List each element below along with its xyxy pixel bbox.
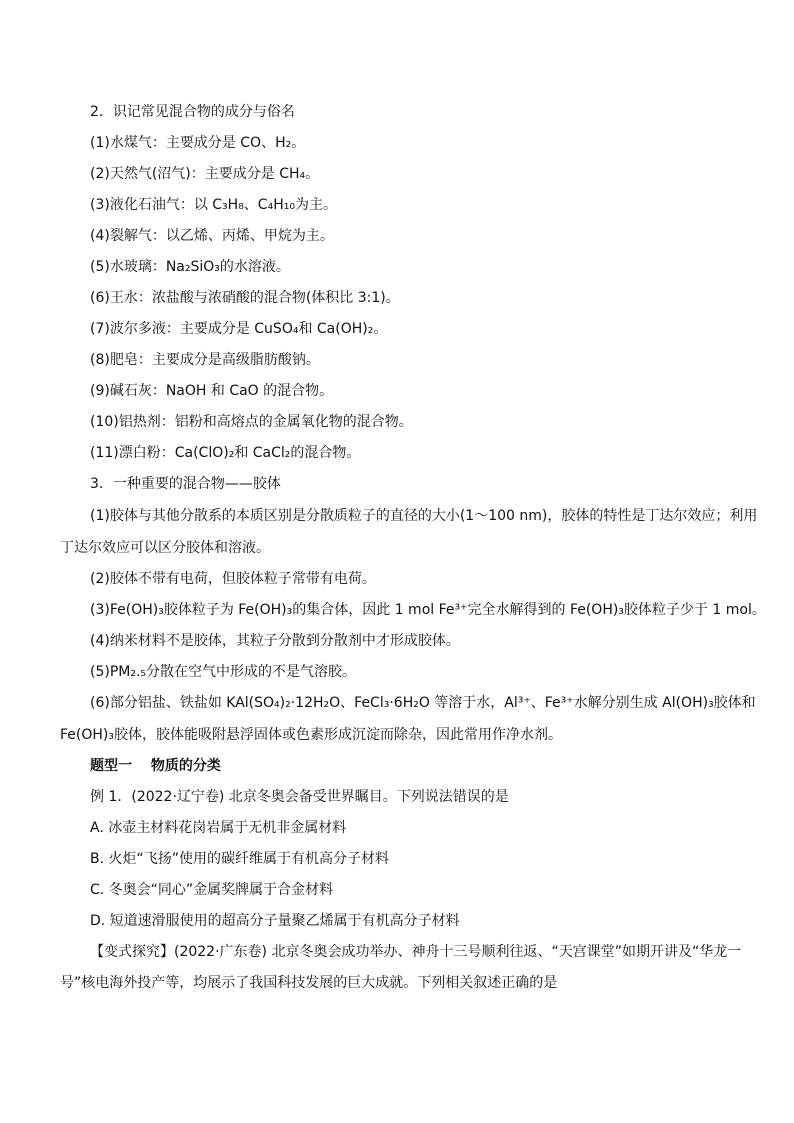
list-item: (9)碱石灰：NaOH 和 CaO 的混合物。 bbox=[90, 383, 334, 399]
list-item: (5)水玻璃：Na₂SiO₃的水溶液。 bbox=[90, 259, 290, 275]
variant-question: 【变式探究】(2022·广东卷) 北京冬奥会成功举办、神舟十三号顺利往返、“天宫课堂”如期开讲及“华龙一 bbox=[90, 944, 742, 960]
question-type-heading: 题型一 物质的分类 bbox=[90, 758, 221, 774]
paragraph: (3)Fe(OH)₃胶体粒子为 Fe(OH)₃的集合体，因此 1 mol Fe³⁺完全水解得到的 Fe(OH)₃胶体粒子少于 1 mol。 bbox=[90, 602, 766, 618]
option-c: C. 冬奥会“同心”金属奖牌属于合金材料 bbox=[90, 882, 334, 898]
list-item: (11)漂白粉：Ca(ClO)₂和 CaCl₂的混合物。 bbox=[90, 445, 361, 461]
list-item: (1)水煤气：主要成分是 CO、H₂。 bbox=[90, 135, 306, 151]
section-heading: 3．一种重要的混合物——胶体 bbox=[90, 476, 281, 492]
list-item: (2)天然气(沼气)：主要成分是 CH₄。 bbox=[90, 166, 320, 182]
paragraph-continuation: 丁达尔效应可以区分胶体和溶液。 bbox=[60, 540, 270, 556]
paragraph: (4)纳米材料不是胶体，其粒子分散到分散剂中才形成胶体。 bbox=[90, 633, 460, 649]
list-item: (6)王水：浓盐酸与浓硝酸的混合物(体积比 3:1)。 bbox=[90, 290, 400, 306]
paragraph-continuation: Fe(OH)₃胶体，胶体能吸附悬浮固体或色素形成沉淀而除杂，因此常用作净水剂。 bbox=[60, 727, 562, 743]
list-item: (4)裂解气：以乙烯、丙烯、甲烷为主。 bbox=[90, 228, 334, 244]
list-item: (7)波尔多液：主要成分是 CuSO₄和 Ca(OH)₂。 bbox=[90, 321, 388, 337]
list-item: (3)液化石油气：以 C₃H₈、C₄H₁₀为主。 bbox=[90, 197, 337, 213]
paragraph: (1)胶体与其他分散系的本质区别是分散质粒子的直径的大小(1～100 nm)，胶体的特性是丁达尔效应；利用 bbox=[90, 508, 758, 524]
list-item: (10)铝热剂：铝粉和高熔点的金属氧化物的混合物。 bbox=[90, 414, 413, 430]
paragraph: (6)部分铝盐、铁盐如 KAl(SO₄)₂·12H₂O、FeCl₃·6H₂O 等溶于水，Al³⁺、Fe³⁺水解分别生成 Al(OH)₃胶体和 bbox=[90, 695, 756, 711]
section-heading: 2．识记常见混合物的成分与俗名 bbox=[90, 104, 295, 120]
option-b: B. 火炬“飞扬”使用的碳纤维属于有机高分子材料 bbox=[90, 851, 390, 867]
option-d: D. 短道速滑服使用的超高分子量聚乙烯属于有机高分子材料 bbox=[90, 913, 460, 929]
paragraph: (5)PM₂.₅分散在空气中形成的不是气溶胶。 bbox=[90, 664, 357, 680]
paragraph: (2)胶体不带有电荷，但胶体粒子常带有电荷。 bbox=[90, 571, 376, 587]
variant-question-continuation: 号”核电海外投产等，均展示了我国科技发展的巨大成就。下列相关叙述正确的是 bbox=[60, 975, 558, 991]
option-a: A. 冰壶主材料花岗岩属于无机非金属材料 bbox=[90, 820, 347, 836]
list-item: (8)肥皂：主要成分是高级脂肪酸钠。 bbox=[90, 352, 320, 368]
example-question: 例 1．(2022·辽宁卷) 北京冬奥会备受世界瞩目。下列说法错误的是 bbox=[90, 789, 509, 805]
